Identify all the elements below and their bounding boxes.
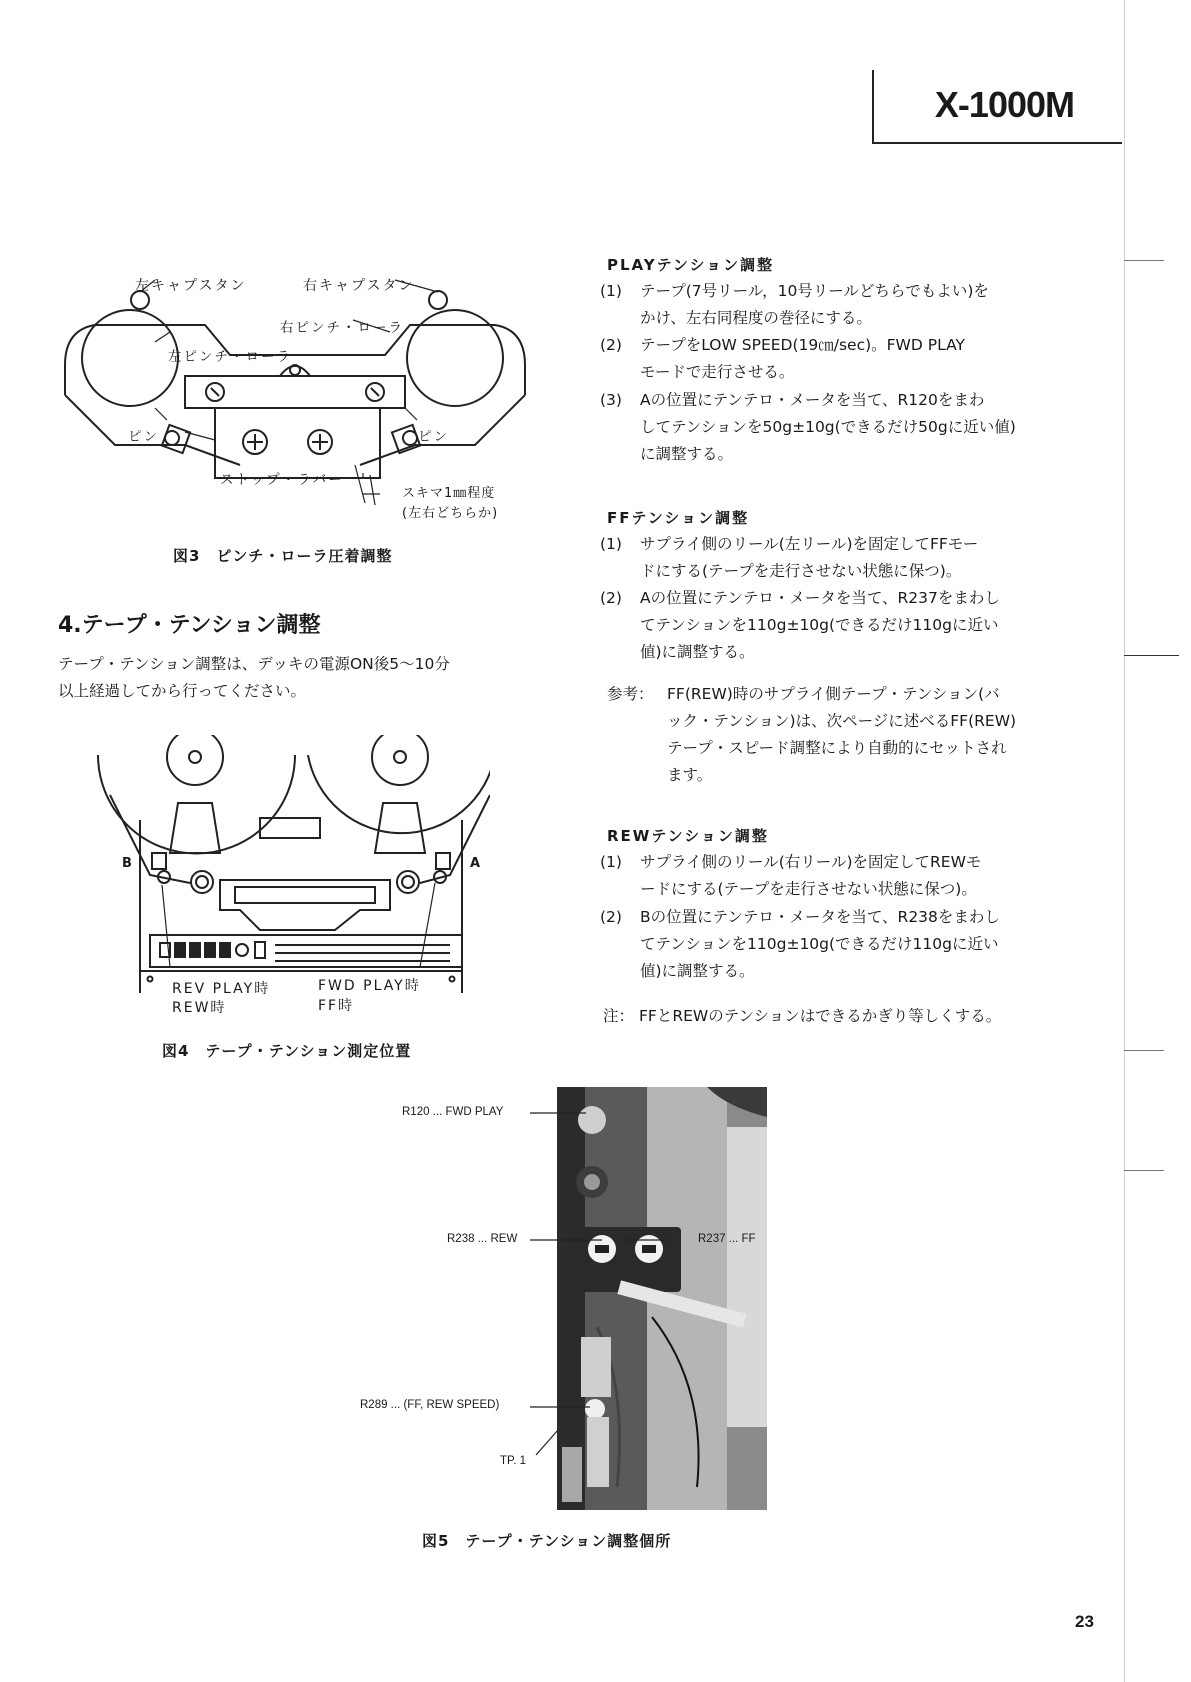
fig3-label-pin-left: ピン — [128, 429, 159, 445]
fig4-label-ff: FF時 — [318, 998, 355, 1014]
note-text: ます。 — [667, 766, 713, 784]
fig3-label-gap-note: (左右どちらか) — [402, 506, 499, 521]
step-text: ドにする(テープを走行させない状態に保つ)。 — [640, 562, 962, 580]
fig4-label-fwd-play: FWD PLAY時 — [318, 978, 421, 994]
step-number: (2) — [600, 908, 622, 926]
fig3-caption: 図3 ピンチ・ローラ圧着調整 — [173, 547, 393, 565]
fig3-label-gap: スキマ1㎜程度 — [402, 486, 496, 501]
note-text: FFとREWのテンションはできるかぎり等しくする。 — [639, 1007, 1002, 1025]
ff-tension-heading: FFテンション調整 — [607, 509, 750, 527]
edge-mark — [1124, 655, 1179, 656]
fig3-label-right-capstan: 右キャプスタン — [303, 278, 415, 294]
figure-4-tape-deck-diagram — [90, 735, 490, 1010]
fig4-label-rew: REW時 — [172, 1000, 227, 1016]
play-tension-heading: PLAYテンション調整 — [607, 256, 775, 274]
page-number: 23 — [1075, 1612, 1094, 1631]
step-number: (3) — [600, 391, 622, 409]
rew-tension-heading: REWテンション調整 — [607, 827, 769, 845]
fig4-label-b: B — [122, 856, 132, 871]
fig4-caption: 図4 テープ・テンション測定位置 — [162, 1042, 412, 1060]
fig5-label-r120: R120 ... FWD PLAY — [402, 1106, 504, 1118]
fig3-label-right-pinch-roller: 右ピンチ・ローラ — [280, 320, 404, 336]
edge-mark — [1124, 1050, 1164, 1051]
fig5-label-r237: R237 ... FF — [698, 1233, 756, 1245]
step-number: (1) — [600, 853, 622, 871]
edge-mark — [1124, 1170, 1164, 1171]
section-4-body-line: 以上経過してから行ってください。 — [58, 682, 307, 700]
note-label: 参考： — [607, 685, 654, 703]
step-text: サプライ側のリール(左リール)を固定してFFモー — [640, 535, 979, 553]
step-text: ードにする(テープを走行させない状態に保つ)。 — [640, 880, 977, 898]
step-text: Aの位置にテンテロ・メータを当て、R237をまわし — [640, 589, 1000, 607]
step-number: (2) — [600, 589, 622, 607]
section-4-title: 4.テープ・テンション調整 — [58, 613, 321, 638]
step-text: モードで走行させる。 — [640, 363, 795, 381]
section-4-body-line: テープ・テンション調整は、デッキの電源ON後5～10分 — [58, 655, 450, 673]
step-text: テープ(7号リール，10号リールどちらでもよい)を — [640, 282, 989, 300]
fig5-caption: 図5 テープ・テンション調整個所 — [422, 1532, 672, 1550]
note-text: テープ・スピード調整により自動的にセットされ — [667, 739, 1007, 757]
model-number: X-1000M — [934, 84, 1074, 125]
step-text: てテンションを110g±10g(できるだけ110gに近い — [640, 935, 999, 953]
step-text: 値)に調整する。 — [640, 643, 755, 661]
step-text: Aの位置にテンテロ・メータを当て、R120をまわ — [640, 391, 985, 409]
step-text: Bの位置にテンテロ・メータを当て、R238をまわし — [640, 908, 1000, 926]
fig4-label-a: A — [470, 856, 481, 871]
fig5-label-tp1: TP. 1 — [500, 1455, 526, 1467]
step-number: (2) — [600, 336, 622, 354]
step-number: (1) — [600, 282, 622, 300]
fig3-label-left-pinch-roller: 左ピンチ・ローラ — [168, 349, 292, 365]
fig3-label-stop-rubber: ストップ・ラバー — [220, 472, 344, 488]
step-text: かけ、左右同程度の巻径にする。 — [640, 309, 872, 327]
page-edge-line — [1124, 0, 1125, 1682]
step-text: テープをLOW SPEED(19㎝/sec)。FWD PLAY — [640, 336, 965, 354]
edge-mark — [1124, 260, 1164, 261]
step-text: 値)に調整する。 — [640, 962, 755, 980]
note-label: 注： — [603, 1007, 635, 1025]
model-header-box — [872, 70, 1122, 144]
step-text: に調整する。 — [640, 445, 734, 463]
note-text: ック・テンション)は、次ページに述べるFF(REW) — [667, 712, 1017, 730]
figure-5-leader-lines — [530, 1100, 670, 1480]
step-number: (1) — [600, 535, 622, 553]
fig3-label-pin-right: ピン — [418, 429, 449, 445]
step-text: サプライ側のリール(右リール)を固定してREWモ — [640, 853, 982, 871]
fig5-label-r289: R289 ... (FF, REW SPEED) — [360, 1399, 500, 1411]
step-text: てテンションを110g±10g(できるだけ110gに近い — [640, 616, 999, 634]
fig4-label-rev-play: REV PLAY時 — [172, 981, 271, 997]
note-text: FF(REW)時のサプライ側テープ・テンション(バ — [667, 685, 1000, 703]
fig5-label-r238: R238 ... REW — [447, 1233, 518, 1245]
step-text: してテンションを50g±10g(できるだけ50gに近い値) — [640, 418, 1016, 436]
fig3-label-left-capstan: 左キャプスタン — [135, 278, 247, 294]
